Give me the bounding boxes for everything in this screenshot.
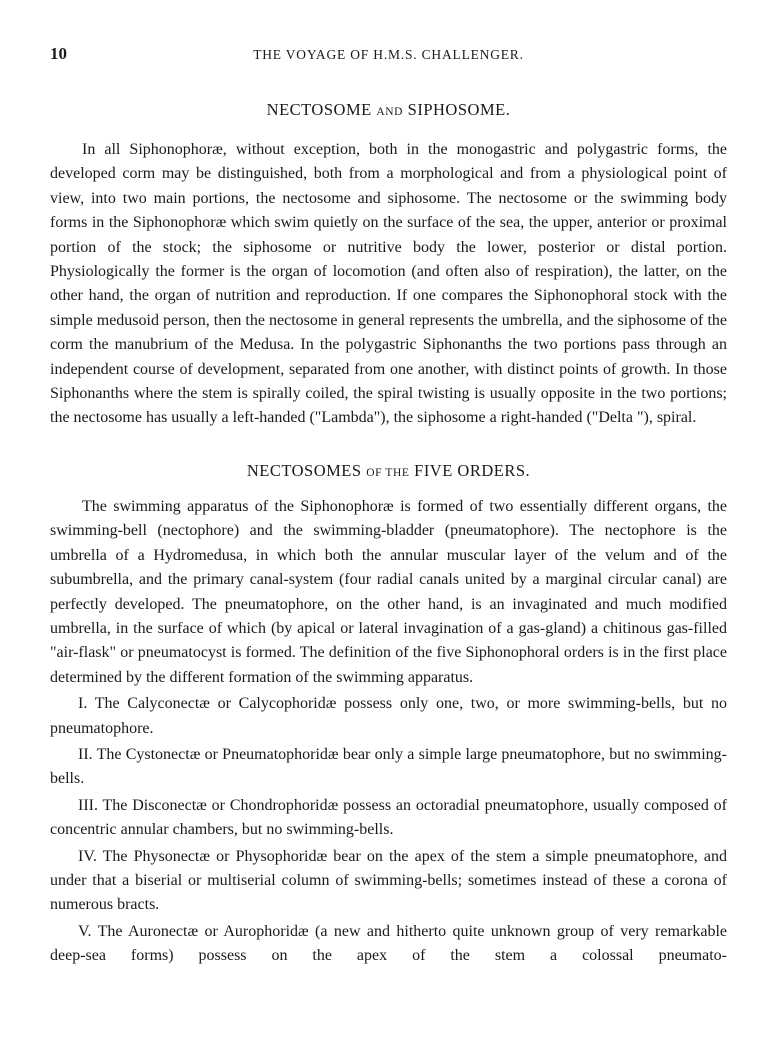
- body-paragraph: The swimming apparatus of the Siphonophoræ is formed of two essentially different organs, the swimming-bell (nectophore) and the swimming-bladder (pneumatophore). The nectophore is the umbrella of a Hydromedusa, in which both the annular muscular layer of the velum and of the subumbrella, and the primary canal-system (four radial canals united by a marginal circular canal) are perfectly developed. The pneumatophore, on the other hand, is an invaginated and much modified umbrella, in the surface of which (by apical or lateral invagination of a gas-gland) a chitinous gas-filled "air-flask" or pneumatocyst is formed. The definition of the five Siphonophoral orders is in the first place determined by the different formation of the swimming apparatus.: [50, 497, 727, 686]
- section-heading-nectosome: [50, 100, 727, 120]
- body-paragraph: In all Siphonophoræ, without exception, both in the monogastric and polygastric forms, the developed corm may be distinguished, both from a morphological and from a physiological point of view, into two main portions, the nectosome and siphosome. The nectosome or the swimming body forms in the Siphonophoræ which swim quietly on the surface of the sea, the upper, anterior or proximal portion of the stock; the siphosome or nutritive body the lower, posterior or distal portion. Physiologically the former is the organ of locomotion (and often also of respiration), the latter, on the other hand, the organ of nutrition and reproduction. If one compares the Siphonophoral stock with the simple medusoid person, then the nectosome in general represents the umbrella, and the siphosome of the corm the manubrium of the Medusa. In the polygastric Siphonanths the two portions pass through an independent course of development, separated from one another, with distinct points of growth. In those Siphonanths where the stem is spirally coiled, the spiral twisting is usually opposite in the two portions; the nectosome has usually a left-handed ("Lambda"), the siphosome a right-handed ("Delta "), spiral.: [50, 141, 727, 427]
- order-item: III. The Disconectæ or Chondrophoridæ possess an octoradial pneumatophore, usually composed of concentric annular chambers, but no swimming-bells.: [50, 796, 727, 839]
- heading-part: SIPHOSOME.: [407, 100, 511, 119]
- order-item: I. The Calyconectæ or Calycophoridæ possess only one, two, or more swimming-bells, but no pneumatophore.: [50, 695, 727, 737]
- order-item: IV. The Physonectæ or Physophoridæ bear on the apex of the stem a simple pneumatophore, and under that a biserial or multiserial column of swimming-bells; sometimes instead of these a corona of numerous bracts.: [50, 847, 727, 914]
- heading-connector: AND: [376, 106, 404, 118]
- section-heading-five-orders: [50, 461, 727, 481]
- document-page: [50, 40, 727, 969]
- heading-part: FIVE ORDERS.: [414, 460, 531, 480]
- order-item: V. The Auronectæ or Aurophoridæ (a new and hitherto quite unknown group of very remarkable deep-sea forms) possess on the apex of the stem a colossal pneumato-: [50, 922, 727, 965]
- order-item: II. The Cystonectæ or Pneumatophoridæ bear only a simple large pneumatophore, but no swimming-bells.: [50, 745, 727, 788]
- heading-part: NECTOSOME: [266, 100, 372, 119]
- heading-part: NECTOSOMES: [246, 460, 362, 480]
- page-number: 10: [50, 44, 67, 63]
- heading-connector: OF THE: [366, 466, 410, 479]
- running-head: [50, 40, 727, 70]
- running-title: THE VOYAGE OF H.M.S. CHALLENGER.: [253, 47, 524, 62]
